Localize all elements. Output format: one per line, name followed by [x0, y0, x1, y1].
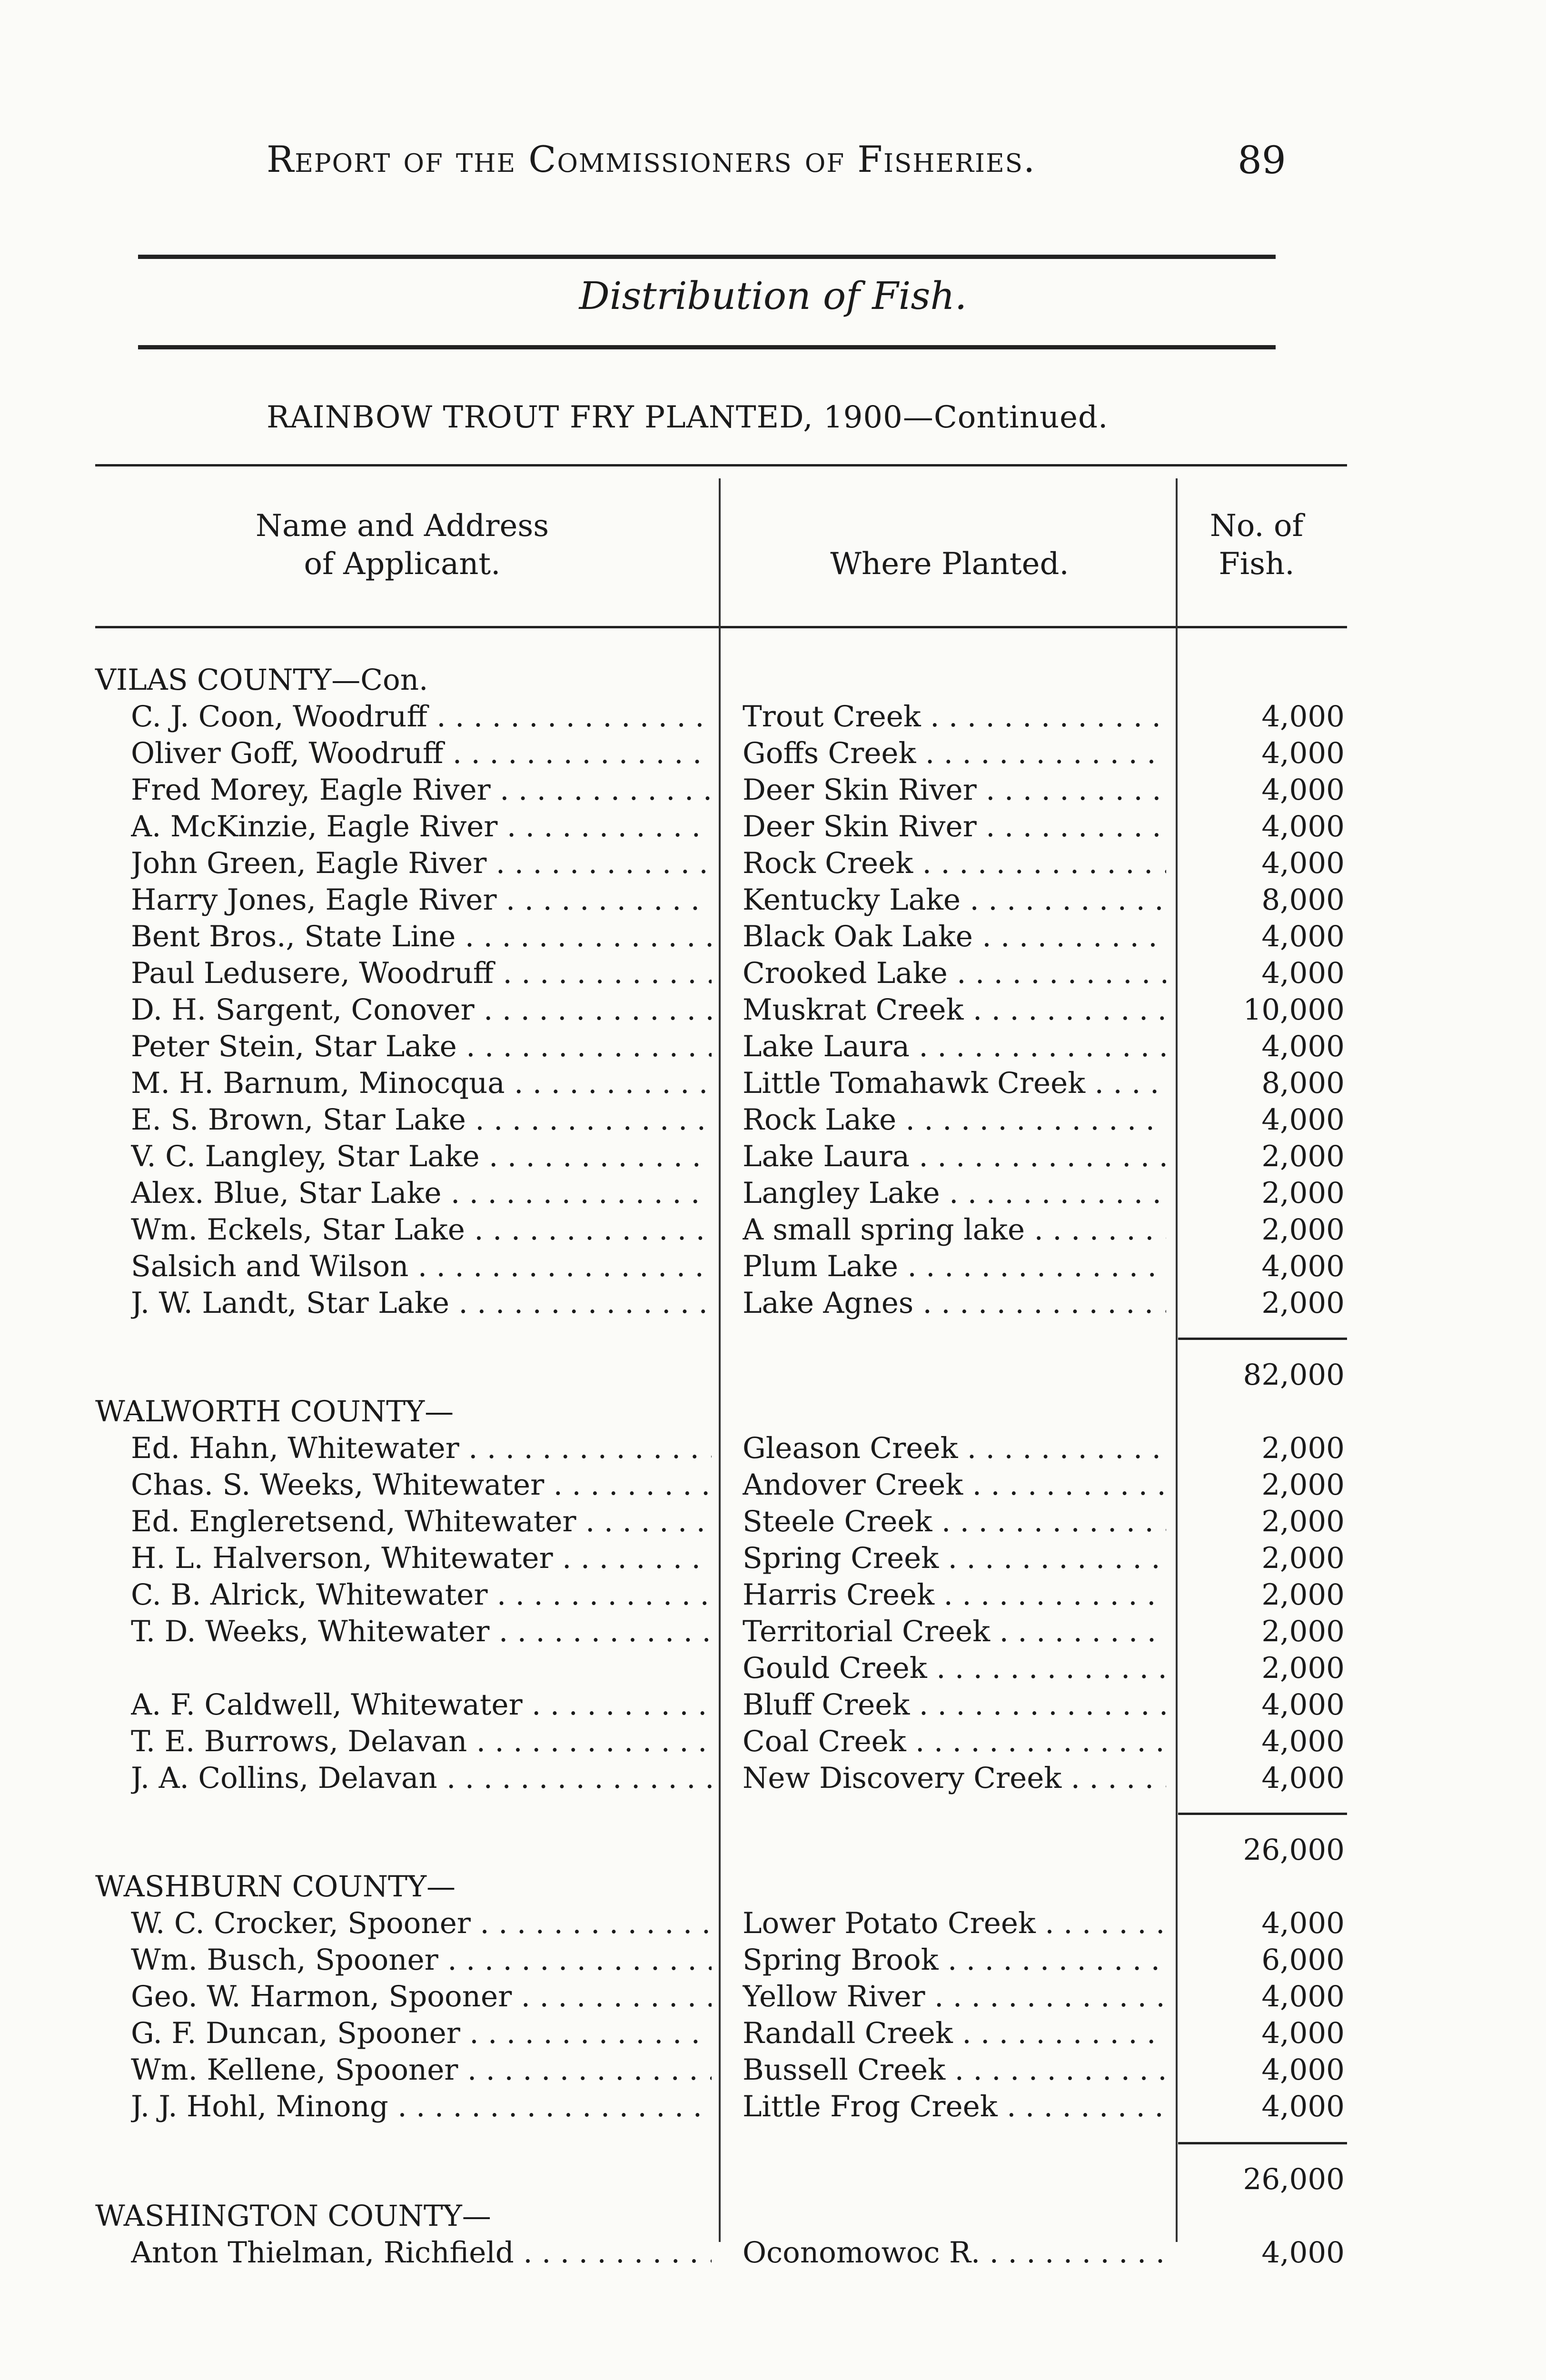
table-row: [0, 735, 1546, 772]
applicant-name: Paul Ledusere, Woodruff . . .: [131, 955, 712, 992]
fish-count: 2,000: [1261, 1468, 1345, 1502]
fish-count: 4,000: [1261, 2016, 1345, 2050]
fish-count: 4,000: [1261, 1725, 1345, 1758]
county-total: 82,000: [1243, 1358, 1345, 1392]
applicant-name: Alex. Blue, Star Lake . . .: [131, 1175, 712, 1211]
county-name: WASHINGTON COUNTY—: [95, 2199, 491, 2233]
fish-count: 4,000: [1261, 1980, 1345, 2013]
county-heading: [0, 2198, 1546, 2234]
column-header-where-planted: Where Planted.: [830, 546, 1069, 582]
applicant-name: Geo. W. Harmon, Spooner . . .: [131, 1978, 712, 2015]
planting-location: Gould Creek . . .: [743, 1650, 1166, 1686]
county-heading: [0, 662, 1546, 698]
table-row: [0, 808, 1546, 845]
rule-top: [138, 255, 1276, 259]
column-header-applicant-line-1: Name and Address: [255, 508, 549, 544]
fish-count: 4,000: [1261, 1103, 1345, 1137]
county-heading: [0, 1393, 1546, 1430]
applicant-name: W. C. Crocker, Spooner . . .: [131, 1905, 712, 1942]
applicant-name: E. S. Brown, Star Lake . . .: [131, 1101, 712, 1138]
subtotal-row: [0, 2161, 1546, 2198]
planting-location: A small spring lake . . .: [743, 1211, 1166, 1248]
table-row: [0, 992, 1546, 1028]
planting-location: Deer Skin River . . .: [743, 808, 1166, 845]
applicant-name: Wm. Kellene, Spooner . . .: [131, 2052, 712, 2088]
table-row: [0, 1942, 1546, 1978]
planting-location: Gleason Creek . . .: [743, 1430, 1166, 1467]
planting-location: Rock Lake . . .: [743, 1101, 1166, 1138]
applicant-name: Anton Thielman, Richfield . . .: [131, 2234, 712, 2271]
table-row: [0, 1723, 1546, 1760]
fish-count: 2,000: [1261, 1176, 1345, 1210]
planting-location: Langley Lake . . .: [743, 1175, 1166, 1211]
applicant-name: T. D. Weeks, Whitewater . . .: [131, 1613, 712, 1650]
county-name: WALWORTH COUNTY—: [95, 1395, 454, 1428]
table-row: [0, 1211, 1546, 1248]
table-row: [0, 1065, 1546, 1101]
planting-location: Bluff Creek . . .: [743, 1686, 1166, 1723]
applicant-name: Fred Morey, Eagle River . . .: [131, 772, 712, 808]
fish-count: 4,000: [1261, 2053, 1345, 2087]
fish-count: 4,000: [1261, 846, 1345, 880]
fish-count: 4,000: [1261, 920, 1345, 953]
applicant-name: J. J. Hohl, Minong . . .: [131, 2088, 712, 2125]
applicant-name: Oliver Goff, Woodruff . . .: [131, 735, 712, 772]
planting-location: Territorial Creek . . .: [743, 1613, 1166, 1650]
applicant-name: G. F. Duncan, Spooner . . .: [131, 2015, 712, 2052]
fish-count: 2,000: [1261, 1505, 1345, 1538]
planting-location: Randall Creek . . .: [743, 2015, 1166, 2052]
fish-count: 4,000: [1261, 1688, 1345, 1722]
applicant-name: Ed. Hahn, Whitewater . . .: [131, 1430, 712, 1467]
rule-below-section-title: [138, 345, 1276, 349]
fish-count: 4,000: [1261, 2090, 1345, 2123]
applicant-name: Harry Jones, Eagle River . . .: [131, 882, 712, 918]
fish-count: 8,000: [1261, 1066, 1345, 1100]
fish-count: 4,000: [1261, 1761, 1345, 1795]
fish-count: 4,000: [1261, 700, 1345, 734]
fish-count: 2,000: [1261, 1615, 1345, 1648]
subtotal-rule: [1178, 2142, 1347, 2144]
applicant-name: Wm. Busch, Spooner . . .: [131, 1942, 712, 1978]
table-row: [0, 2015, 1546, 2052]
table-title: RAINBOW TROUT FRY PLANTED, 1900—Continued.: [267, 400, 1109, 435]
table-row: [0, 2052, 1546, 2088]
fish-count: 10,000: [1243, 993, 1345, 1027]
table-header-rule: [95, 626, 1347, 628]
planting-location: Muskrat Creek . . .: [743, 992, 1166, 1028]
applicant-name: T. E. Burrows, Delavan . . .: [131, 1723, 712, 1760]
table-row: [0, 1905, 1546, 1942]
planting-location: Spring Creek . . .: [743, 1540, 1166, 1577]
table-row: [0, 698, 1546, 735]
column-header-number-line-2: Fish.: [1219, 546, 1295, 582]
applicant-name: John Green, Eagle River . . .: [131, 845, 712, 882]
planting-location: Lower Potato Creek . . .: [743, 1905, 1166, 1942]
applicant-name: H. L. Halverson, Whitewater . . .: [131, 1540, 712, 1577]
table-row: [0, 1650, 1546, 1686]
table-row: [0, 918, 1546, 955]
fish-count: 4,000: [1261, 2236, 1345, 2270]
running-head: Report of the Commissioners of Fisheries.: [267, 138, 1036, 180]
applicant-name: Salsich and Wilson . . .: [131, 1248, 712, 1285]
applicant-name: C. J. Coon, Woodruff . . .: [131, 698, 712, 735]
table-row: [0, 1613, 1546, 1650]
planting-location: Goffs Creek . . .: [743, 735, 1166, 772]
table-row: [0, 1285, 1546, 1321]
page-number: 89: [1238, 138, 1286, 182]
planting-location: Black Oak Lake . . .: [743, 918, 1166, 955]
county-name: VILAS COUNTY—Con.: [95, 663, 428, 697]
fish-count: 4,000: [1261, 810, 1345, 843]
fish-count: 2,000: [1261, 1578, 1345, 1612]
table-top-rule: [95, 464, 1347, 466]
fish-count: 4,000: [1261, 1250, 1345, 1283]
fish-count: 4,000: [1261, 1030, 1345, 1063]
fish-count: 2,000: [1261, 1431, 1345, 1465]
table-row: [0, 1540, 1546, 1577]
table-row: [0, 1028, 1546, 1065]
planting-location: Plum Lake . . .: [743, 1248, 1166, 1285]
applicant-name: J. W. Landt, Star Lake . . .: [131, 1285, 712, 1321]
fish-count: 2,000: [1261, 1213, 1345, 1247]
table-row: [0, 772, 1546, 808]
table-row: [0, 1101, 1546, 1138]
applicant-name: Chas. S. Weeks, Whitewater . . .: [131, 1467, 712, 1503]
applicant-name: Peter Stein, Star Lake . . .: [131, 1028, 712, 1065]
table-row: [0, 1978, 1546, 2015]
applicant-name: Ed. Engleretsend, Whitewater . . .: [131, 1503, 712, 1540]
planting-location: Little Frog Creek . . .: [743, 2088, 1166, 2125]
column-header-number: [1185, 507, 1328, 583]
table-row: [0, 1577, 1546, 1613]
fish-count: 2,000: [1261, 1541, 1345, 1575]
applicant-name: C. B. Alrick, Whitewater . . .: [131, 1577, 712, 1613]
applicant-name: J. A. Collins, Delavan . . .: [131, 1760, 712, 1796]
planting-location: Oconomowoc R. . . .: [743, 2234, 1166, 2271]
planting-location: Rock Creek . . .: [743, 845, 1166, 882]
fish-count: 2,000: [1261, 1140, 1345, 1173]
applicant-name: A. McKinzie, Eagle River . . .: [131, 808, 712, 845]
planting-location: Lake Laura . . .: [743, 1028, 1166, 1065]
planting-location: Trout Creek . . .: [743, 698, 1166, 735]
planting-location: Little Tomahawk Creek . . .: [743, 1065, 1166, 1101]
fish-count: 4,000: [1261, 736, 1345, 770]
table-row: [0, 1467, 1546, 1503]
table-row: [0, 1760, 1546, 1796]
planting-location: Bussell Creek . . .: [743, 2052, 1166, 2088]
planting-location: Deer Skin River . . .: [743, 772, 1166, 808]
applicant-name: M. H. Barnum, Minocqua . . .: [131, 1065, 712, 1101]
subtotal-row: [0, 1357, 1546, 1393]
county-total: 26,000: [1243, 1833, 1345, 1867]
planting-location: Kentucky Lake . . .: [743, 882, 1166, 918]
planting-location: Steele Creek . . .: [743, 1503, 1166, 1540]
applicant-name: Bent Bros., State Line . . .: [131, 918, 712, 955]
applicant-name: V. C. Langley, Star Lake . . .: [131, 1138, 712, 1175]
subtotal-rule: [1178, 1813, 1347, 1815]
fish-count: 8,000: [1261, 883, 1345, 917]
fish-count: 4,000: [1261, 956, 1345, 990]
applicant-name: A. F. Caldwell, Whitewater . . .: [131, 1686, 712, 1723]
column-header-applicant-line-2: of Applicant.: [304, 546, 501, 582]
table-row: [0, 1248, 1546, 1285]
subtotal-rule: [1178, 1338, 1347, 1340]
table-row: [0, 2234, 1546, 2271]
planting-location: Lake Agnes . . .: [743, 1285, 1166, 1321]
planting-location: Harris Creek . . .: [743, 1577, 1166, 1613]
table-row: [0, 845, 1546, 882]
table-row: [0, 2088, 1546, 2125]
fish-count: 2,000: [1261, 1651, 1345, 1685]
fish-count: 6,000: [1261, 1943, 1345, 1977]
planting-location: Spring Brook . . .: [743, 1942, 1166, 1978]
table-row: [0, 1138, 1546, 1175]
planting-location: Coal Creek . . .: [743, 1723, 1166, 1760]
county-name: WASHBURN COUNTY—: [95, 1870, 456, 1904]
county-total: 26,000: [1243, 2162, 1345, 2196]
section-title: Distribution of Fish.: [579, 274, 967, 318]
fish-count: 4,000: [1261, 1906, 1345, 1940]
column-header-applicant: [133, 507, 671, 583]
column-header-number-line-1: No. of: [1209, 508, 1304, 544]
county-heading: [0, 1868, 1546, 1905]
fish-count: 2,000: [1261, 1286, 1345, 1320]
applicant-name: Wm. Eckels, Star Lake . . .: [131, 1211, 712, 1248]
applicant-name: D. H. Sargent, Conover . . .: [131, 992, 712, 1028]
planting-location: Crooked Lake . . .: [743, 955, 1166, 992]
planting-location: New Discovery Creek . . .: [743, 1760, 1166, 1796]
planting-location: Lake Laura . . .: [743, 1138, 1166, 1175]
table-row: [0, 1430, 1546, 1467]
table-row: [0, 882, 1546, 918]
fish-count: 4,000: [1261, 773, 1345, 807]
table-row: [0, 1503, 1546, 1540]
planting-location: Andover Creek . . .: [743, 1467, 1166, 1503]
table-row: [0, 1175, 1546, 1211]
table-row: [0, 955, 1546, 992]
subtotal-row: [0, 1832, 1546, 1868]
table-row: [0, 1686, 1546, 1723]
planting-location: Yellow River . . .: [743, 1978, 1166, 2015]
